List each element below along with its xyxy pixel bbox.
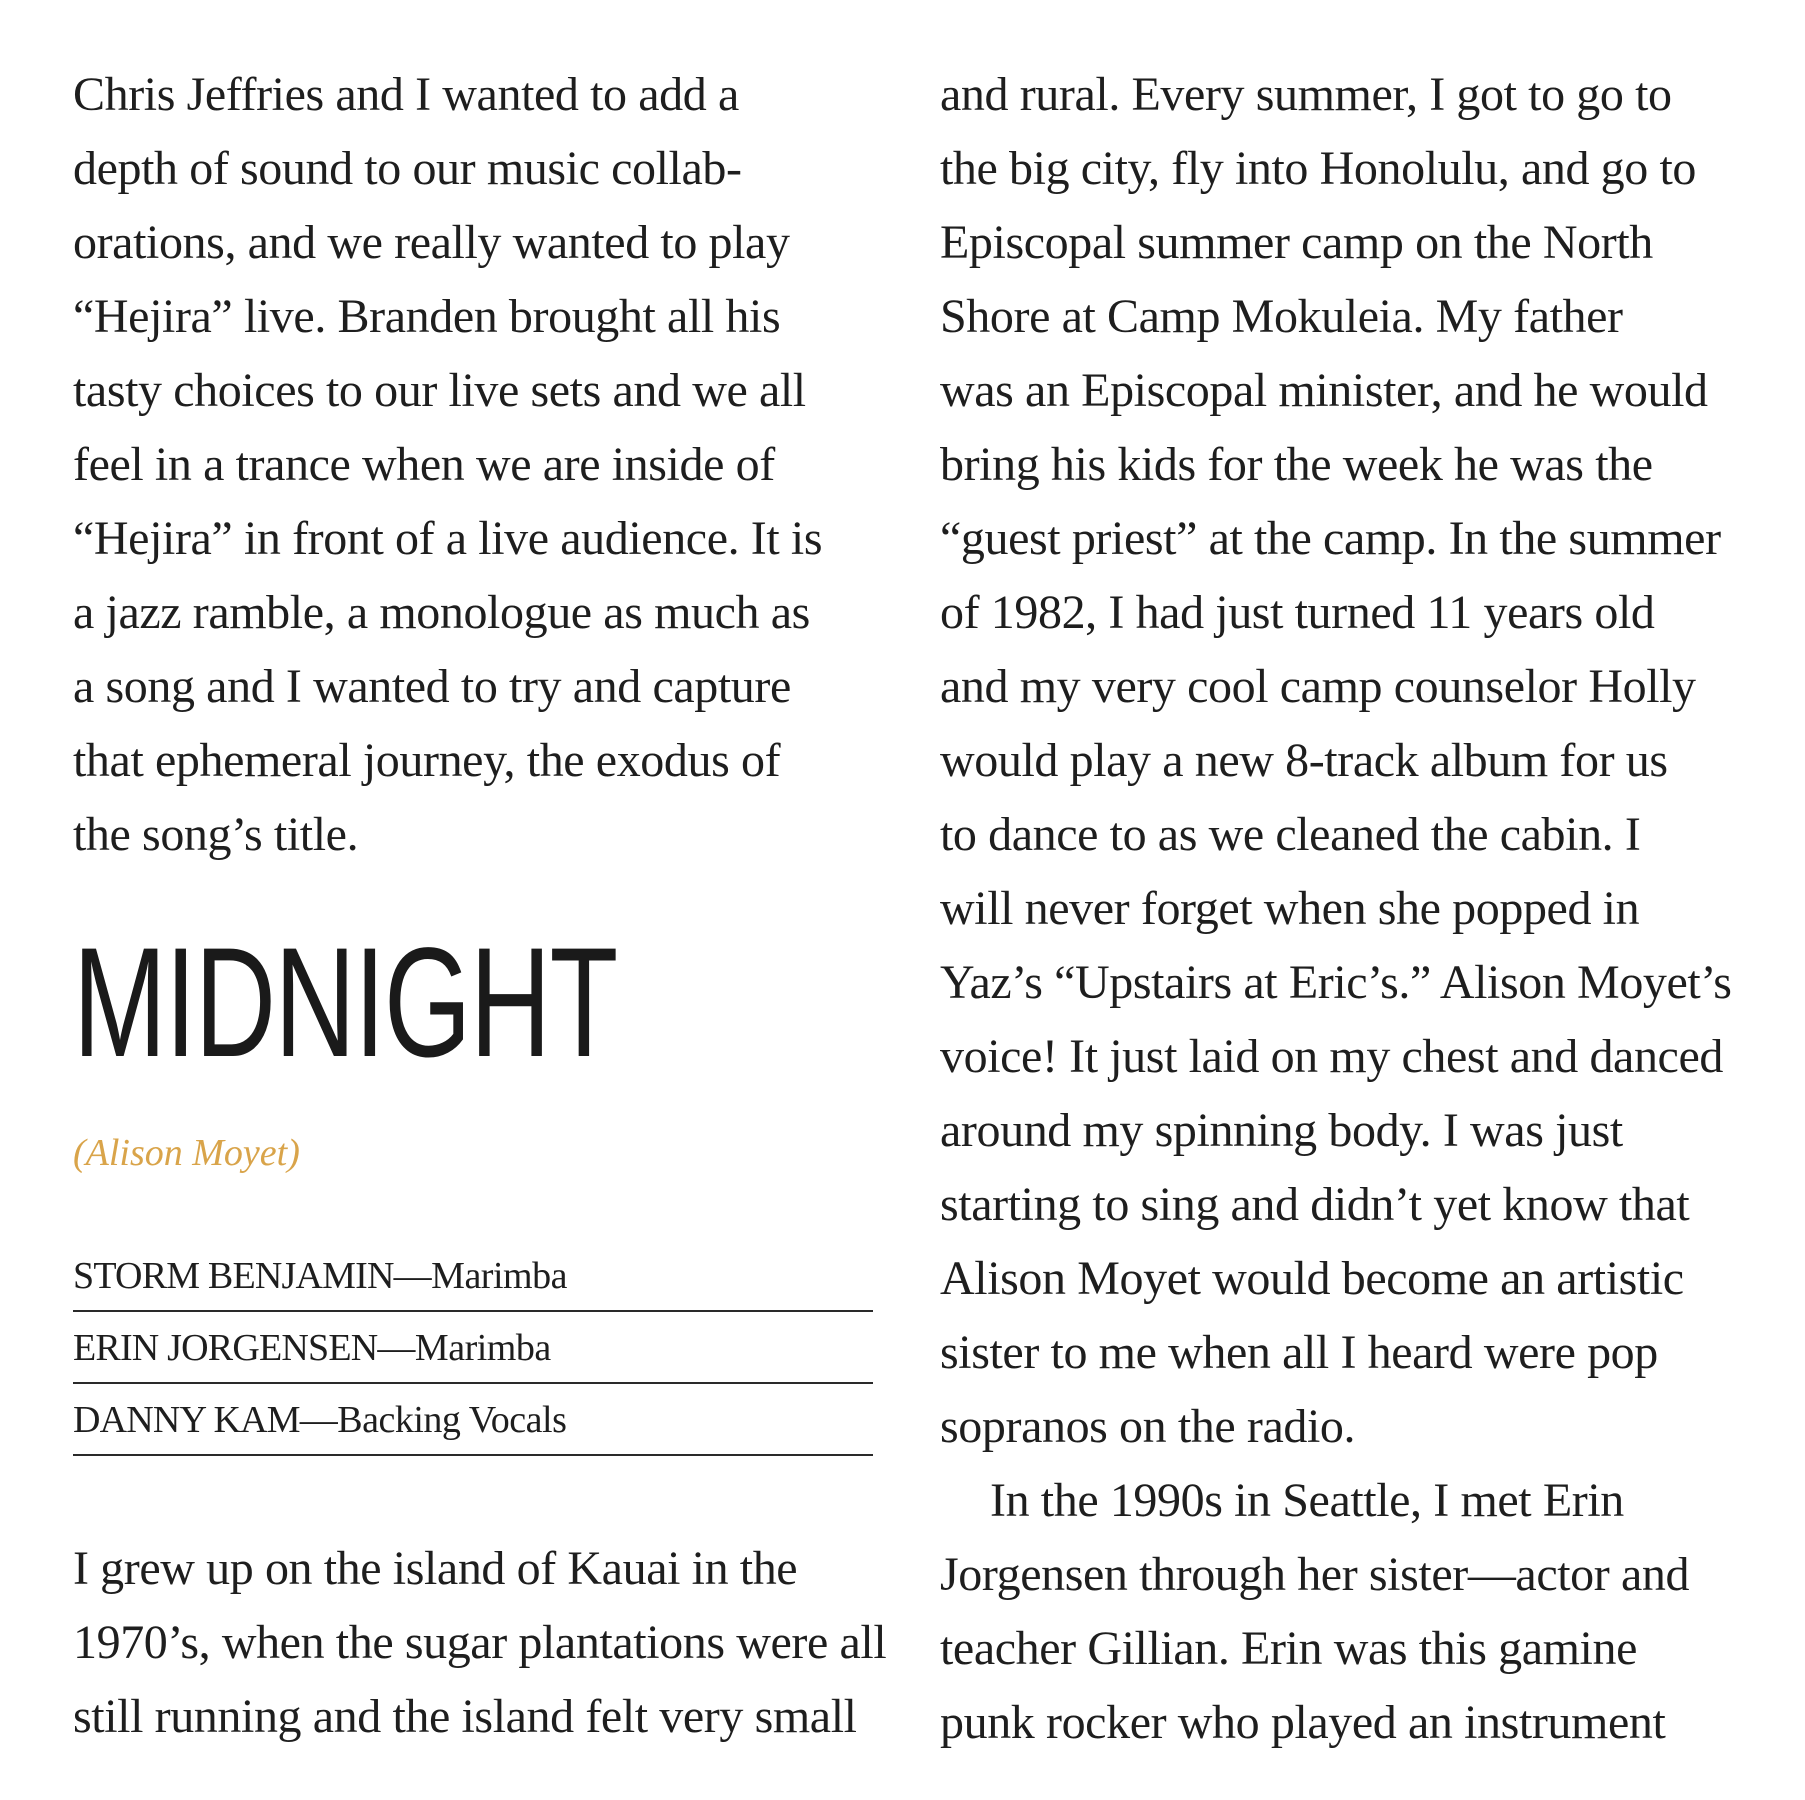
- text-line: still running and the island felt very small: [73, 1690, 857, 1743]
- text-line: around my spinning body. I was just: [940, 1104, 1623, 1157]
- text-line: would play a new 8-track album for us: [940, 734, 1668, 787]
- text-line: will never forget when she popped in: [940, 882, 1640, 935]
- text-line: Jorgensen through her sister—actor and: [940, 1548, 1690, 1601]
- performer-credits: [73, 1240, 873, 1456]
- text-line: “guest priest” at the camp. In the summer: [940, 512, 1721, 565]
- text-line: bring his kids for the week he was the: [940, 438, 1653, 491]
- credit-row: [73, 1312, 873, 1384]
- performer-name: STORM BENJAMIN: [73, 1255, 394, 1297]
- text-line: was an Episcopal minister, and he would: [940, 364, 1708, 417]
- text-line: the song’s title.: [73, 808, 359, 861]
- text-line: Shore at Camp Mokuleia. My father: [940, 290, 1623, 343]
- text-line: feel in a trance when we are inside of: [73, 438, 775, 491]
- performer-role: —Marimba: [393, 1255, 567, 1297]
- text-line: punk rocker who played an instrument: [940, 1696, 1666, 1749]
- text-line: that ephemeral journey, the exodus of: [73, 734, 781, 787]
- text-line: of 1982, I had just turned 11 years old: [940, 586, 1655, 639]
- text-line: voice! It just laid on my chest and danced: [940, 1030, 1723, 1083]
- text-line: teacher Gillian. Erin was this gamine: [940, 1622, 1637, 1675]
- text-line: a jazz ramble, a monologue as much as: [73, 586, 810, 639]
- text-line: Alison Moyet would become an artistic: [940, 1252, 1684, 1305]
- text-line: I grew up on the island of Kauai in the: [73, 1542, 798, 1595]
- text-line: Episcopal summer camp on the North: [940, 216, 1653, 269]
- performer-role: —Marimba: [377, 1327, 551, 1369]
- text-line: Yaz’s “Upstairs at Eric’s.” Alison Moyet’s: [940, 956, 1732, 1009]
- text-line: “Hejira” in front of a live audience. It is: [73, 512, 823, 565]
- performer-name: ERIN JORGENSEN: [73, 1327, 378, 1369]
- credit-row: [73, 1384, 873, 1456]
- text-line: a song and I wanted to try and capture: [73, 660, 791, 713]
- text-line: and rural. Every summer, I got to go to: [940, 68, 1672, 121]
- composer-credit: (Alison Moyet): [73, 1132, 300, 1174]
- credit-row: [73, 1240, 873, 1312]
- text-line: and my very cool camp counselor Holly: [940, 660, 1696, 713]
- text-line: “Hejira” live. Branden brought all his: [73, 290, 781, 343]
- text-line: starting to sing and didn’t yet know that: [940, 1178, 1690, 1231]
- performer-role: —Backing Vocals: [299, 1399, 567, 1441]
- text-line: sopranos on the radio.: [940, 1400, 1356, 1453]
- text-line: depth of sound to our music collab-: [73, 142, 742, 195]
- text-line: sister to me when all I heard were pop: [940, 1326, 1658, 1379]
- performer-name: DANNY KAM: [73, 1399, 300, 1441]
- text-line: 1970’s, when the sugar plantations were all: [73, 1616, 887, 1669]
- text-line: the big city, fly into Honolulu, and go to: [940, 142, 1697, 195]
- text-line: Chris Jeffries and I wanted to add a: [73, 68, 739, 121]
- song-title: MIDNIGHT: [73, 916, 617, 1090]
- text-line: tasty choices to our live sets and we all: [73, 364, 806, 417]
- text-line: In the 1990s in Seattle, I met Erin: [990, 1474, 1624, 1527]
- text-line: orations, and we really wanted to play: [73, 216, 790, 269]
- text-line: to dance to as we cleaned the cabin. I: [940, 808, 1641, 861]
